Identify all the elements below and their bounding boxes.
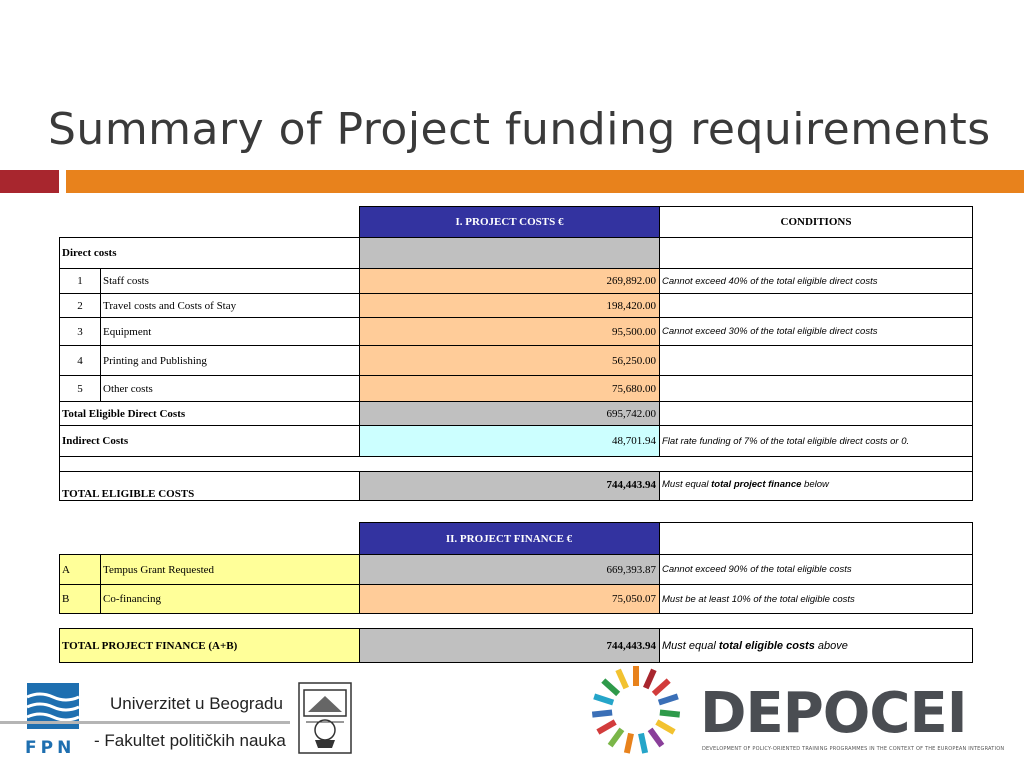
indirect-costs-label: Indirect Costs: [60, 426, 360, 457]
project-finance-header: II. PROJECT FINANCE €: [360, 523, 660, 555]
table-row: [60, 269, 973, 294]
row-condition: Cannot exceed 40% of the total eligible direct costs: [660, 269, 973, 294]
row-number: 4: [60, 346, 101, 376]
row-condition: [660, 294, 973, 318]
table-row: [60, 294, 973, 318]
row-condition: [660, 376, 973, 402]
table-row: [60, 585, 973, 614]
total-eligible-row: [60, 472, 973, 501]
faculty-name: - Fakultet političkih nauka: [94, 731, 286, 750]
row-value: 198,420.00: [360, 294, 660, 318]
university-name: Univerzitet u Beogradu: [110, 694, 283, 713]
row-value: 669,393.87: [360, 555, 660, 585]
university-seal-icon: [298, 682, 352, 754]
table-row: [60, 346, 973, 376]
total-eligible-label: TOTAL ELIGIBLE COSTS: [60, 472, 360, 501]
row-label: Travel costs and Costs of Stay: [101, 294, 360, 318]
row-number: 3: [60, 318, 101, 346]
depocei-wheel-icon: [590, 664, 682, 756]
indirect-costs-value: 48,701.94: [360, 426, 660, 457]
indirect-costs-row: [60, 426, 973, 457]
row-value: 95,500.00: [360, 318, 660, 346]
total-finance-value: 744,443.94: [360, 629, 660, 663]
total-eligible-value: 744,443.94: [360, 472, 660, 501]
funding-table: [59, 206, 973, 663]
direct-costs-row: [60, 238, 973, 269]
accent-bar-orange: [66, 170, 1024, 193]
spacer-row: [60, 457, 973, 472]
row-condition: [660, 346, 973, 376]
row-condition: Cannot exceed 90% of the total eligible costs: [660, 555, 973, 585]
depocei-logo-text: DEPOCEI: [700, 681, 967, 746]
row-label: Other costs: [101, 376, 360, 402]
fpn-text: FPN: [25, 738, 76, 758]
row-condition: Must be at least 10% of the total eligible costs: [660, 585, 973, 614]
row-label: Staff costs: [101, 269, 360, 294]
costs-header-row: [60, 207, 973, 238]
row-letter: A: [60, 555, 101, 585]
table-row: [60, 318, 973, 346]
row-value: 269,892.00: [360, 269, 660, 294]
row-value: 56,250.00: [360, 346, 660, 376]
depocei-subtitle: DEVELOPMENT OF POLICY-ORIENTED TRAINING PROGRAMMES IN THE CONTEXT OF THE EUROPEAN INTEGRATION: [702, 746, 1005, 752]
row-label: Printing and Publishing: [101, 346, 360, 376]
conditions-header: CONDITIONS: [660, 207, 973, 238]
row-number: 2: [60, 294, 101, 318]
row-label: Co-financing: [101, 585, 360, 614]
row-condition: Cannot exceed 30% of the total eligible direct costs: [660, 318, 973, 346]
total-finance-row: [60, 629, 973, 663]
table-row: [60, 555, 973, 585]
row-number: 5: [60, 376, 101, 402]
row-value: 75,050.07: [360, 585, 660, 614]
direct-costs-label: Direct costs: [60, 238, 360, 269]
total-finance-condition: Must equal total eligible costs above: [660, 629, 973, 663]
row-letter: B: [60, 585, 101, 614]
row-value: 75,680.00: [360, 376, 660, 402]
project-costs-header: I. PROJECT COSTS €: [360, 207, 660, 238]
total-direct-label: Total Eligible Direct Costs: [60, 402, 360, 426]
accent-bar-red: [0, 170, 59, 193]
row-label: Tempus Grant Requested: [101, 555, 360, 585]
indirect-costs-condition: Flat rate funding of 7% of the total eligible direct costs or 0.: [660, 426, 973, 457]
total-finance-label: TOTAL PROJECT FINANCE (A+B): [60, 629, 360, 663]
row-number: 1: [60, 269, 101, 294]
finance-header-row: [60, 523, 973, 555]
total-eligible-condition: Must equal total project finance below: [660, 472, 973, 501]
row-label: Equipment: [101, 318, 360, 346]
slide-title: Summary of Project funding requirements: [48, 104, 991, 155]
footer-divider: [0, 721, 290, 724]
total-direct-row: [60, 402, 973, 426]
total-direct-value: 695,742.00: [360, 402, 660, 426]
table-row: [60, 376, 973, 402]
